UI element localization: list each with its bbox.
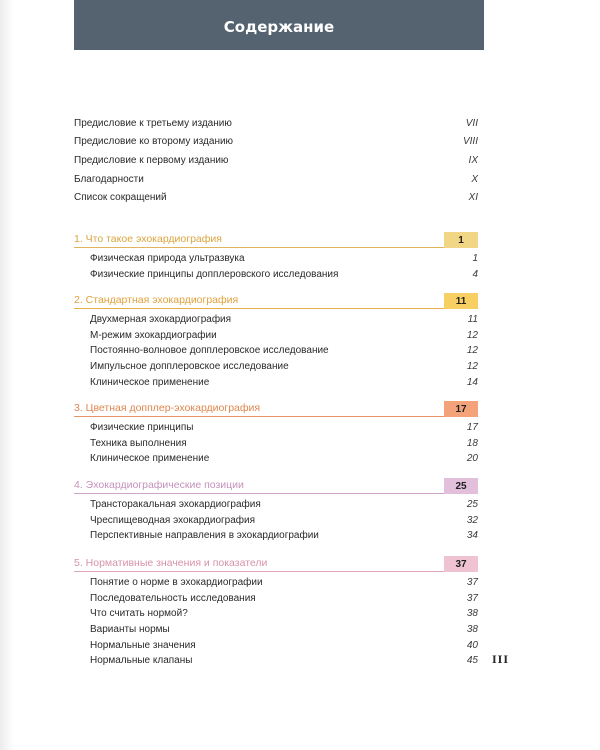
toc-item-title: Импульсное допплеровское исследование	[90, 361, 289, 373]
toc-item[interactable]	[74, 436, 478, 452]
front-matter-row[interactable]	[74, 188, 478, 207]
front-matter-title: Предисловие к третьему изданию	[74, 117, 232, 129]
toc-item[interactable]	[74, 359, 478, 375]
scan-edge-shadow	[0, 0, 14, 750]
chapter-page-badge: 11	[444, 293, 478, 309]
chapter-items	[74, 309, 478, 390]
toc-item-title: Варианты нормы	[90, 624, 170, 636]
toc-item-page: 11	[467, 314, 478, 326]
toc-item[interactable]	[74, 420, 478, 436]
toc-item-title: Чреспищеводная эхокардиография	[90, 514, 256, 526]
toc-item-page: 37	[466, 592, 478, 604]
chapter-items	[74, 248, 478, 282]
chapter-1	[74, 231, 478, 282]
chapter-title: 5. Нормативные значения и показатели	[74, 557, 268, 569]
toc-item-title: Техника выполнения	[90, 437, 187, 449]
toc-item[interactable]	[74, 497, 478, 513]
toc-item-page: 12	[466, 345, 478, 357]
chapter-page-badge: 1	[444, 232, 478, 248]
chapter-page-badge: 37	[444, 556, 478, 572]
front-matter-page: X	[471, 173, 478, 185]
toc-item[interactable]	[74, 575, 478, 591]
toc-item[interactable]	[74, 591, 478, 607]
front-matter-row[interactable]	[74, 133, 478, 152]
toc-item[interactable]	[74, 312, 478, 328]
toc-item-page: 12	[466, 329, 478, 341]
toc-item-title: Постоянно-волновое допплеровское исследование	[90, 345, 329, 357]
toc-item-page: 40	[466, 639, 478, 651]
front-matter-page: XI	[468, 192, 478, 204]
toc-item-page: 14	[466, 376, 478, 388]
front-matter-title: Благодарности	[74, 173, 144, 185]
front-matter-row[interactable]	[74, 151, 478, 170]
chapter-items	[74, 572, 478, 669]
toc-item-page: 20	[466, 453, 478, 465]
toc-item-page: 38	[466, 608, 478, 620]
chapter-title: 2. Стандартная эхокардиография	[74, 294, 239, 306]
front-matter-title: Предисловие к первому изданию	[74, 154, 229, 166]
chapter-3	[74, 400, 478, 467]
chapter-items	[74, 494, 478, 544]
toc-item-title: Последовательность исследования	[90, 592, 256, 604]
toc-item[interactable]	[74, 374, 478, 390]
toc-item-title: Перспективные направления в эхокардиографии	[90, 530, 319, 542]
chapter-title: 4. Эхокардиографические позиции	[74, 479, 244, 491]
toc-item[interactable]	[74, 328, 478, 344]
toc-item-page: 37	[466, 577, 478, 589]
header-band	[74, 0, 484, 50]
toc-item-page: 18	[466, 437, 478, 449]
toc-item[interactable]	[74, 251, 478, 267]
toc-item-title: Физические принципы	[90, 422, 194, 434]
toc-item-title: Физические принципы допплеровского исследования	[90, 268, 339, 280]
toc-item[interactable]	[74, 622, 478, 638]
chapter-heading[interactable]	[74, 231, 478, 248]
toc-item[interactable]	[74, 528, 478, 544]
toc-item-title: Нормальные клапаны	[90, 655, 193, 667]
chapter-items	[74, 417, 478, 467]
toc-item-page: 32	[466, 514, 478, 526]
chapter-page-badge: 17	[444, 401, 478, 417]
toc-item[interactable]	[74, 653, 478, 669]
toc-item-page: 45	[466, 655, 478, 667]
toc-item[interactable]	[74, 267, 478, 283]
front-matter-row[interactable]	[74, 170, 478, 189]
toc-item-page: 34	[466, 530, 478, 542]
front-matter-page: VII	[465, 117, 478, 129]
chapter-heading[interactable]	[74, 555, 478, 572]
chapter-title: 1. Что такое эхокардиография	[74, 233, 222, 245]
chapter-heading[interactable]	[74, 477, 478, 494]
toc-item-title: М-режим эхокардиографии	[90, 329, 217, 341]
front-matter-row[interactable]	[74, 114, 478, 133]
toc-item[interactable]	[74, 343, 478, 359]
toc-item-page: 4	[472, 268, 478, 280]
front-matter-page: VIII	[462, 136, 478, 148]
toc-item-title: Клиническое применение	[90, 453, 210, 465]
toc-item-title: Клиническое применение	[90, 376, 210, 388]
chapter-heading[interactable]	[74, 400, 478, 417]
toc-item-title: Физическая природа ультразвука	[90, 253, 245, 265]
chapter-2	[74, 292, 478, 390]
toc-item[interactable]	[74, 606, 478, 622]
chapter-title: 3. Цветная допплер-эхокардиография	[74, 402, 261, 414]
chapter-page-badge: 25	[444, 478, 478, 494]
toc-item-page: 12	[466, 361, 478, 373]
chapter-heading[interactable]	[74, 292, 478, 309]
front-matter-title: Список сокращений	[74, 192, 167, 204]
toc-item-page: 1	[472, 253, 478, 265]
front-matter-list	[74, 114, 478, 207]
toc-item-page: 38	[466, 624, 478, 636]
toc-item-title: Понятие о норме в эхокардиографии	[90, 577, 263, 589]
toc-item-title: Двухмерная эхокардиография	[90, 314, 232, 326]
front-matter-page: IX	[468, 154, 478, 166]
toc-item[interactable]	[74, 513, 478, 529]
toc-item-title: Что считать нормой?	[90, 608, 188, 620]
page-title: Содержание	[223, 18, 335, 36]
chapter-5	[74, 555, 478, 669]
toc-item-title: Нормальные значения	[90, 639, 196, 651]
toc-item[interactable]	[74, 637, 478, 653]
front-matter-title: Предисловие ко второму изданию	[74, 136, 234, 148]
toc-item-page: 25	[466, 499, 478, 511]
chapter-4	[74, 477, 478, 544]
toc-item-title: Трансторакальная эхокардиография	[90, 499, 261, 511]
page-number: III	[492, 655, 510, 666]
toc-item[interactable]	[74, 451, 478, 467]
toc-item-page: 17	[466, 422, 478, 434]
